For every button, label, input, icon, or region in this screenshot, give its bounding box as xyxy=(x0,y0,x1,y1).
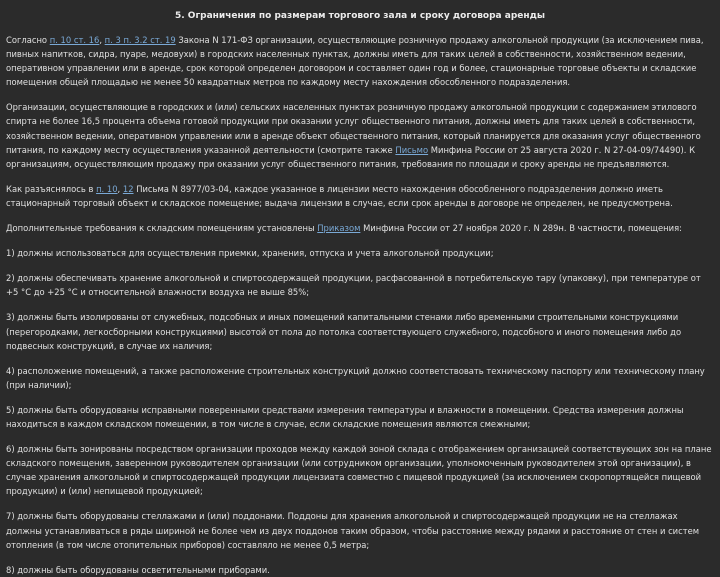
list-item: 3) должны быть изолированы от служебных, подсобных и иных помещений капитальными стенами либо временными строительными конструкциями (перегородками, легкосборными конструкциями) высотой от пола до потолка соответствующего служебного, подсобного и иного помещения либо до подвесных конструкций, в случае их наличия; xyxy=(6,312,682,351)
list-item: 5) должны быть оборудованы исправными поверенными средствами измерения температуры и влажности в помещении. Средства измерения должны находиться в каждом складском помещении, в том числе в случае, если складские помещения являются смежными; xyxy=(6,404,684,429)
link-item-10[interactable]: п. 10 xyxy=(96,183,118,194)
link-law-art19[interactable]: п. 3 п. 3.2 ст. 19 xyxy=(104,35,176,45)
list-item: 7) должны быть оборудованы стеллажами и (или) поддонами. Поддоны для хранения алкогольной и спиртосодержащей продукции не на стеллажах должны устанавливаться в ряды шириной не более чем из двух поддонов таким образом, чтобы расстояние между рядами и расстояние от стен и систем отопления (в том числе отопительных приборов) составляло не менее 0,5 метра; xyxy=(6,511,700,550)
paragraph-4: Дополнительные требования к складским помещениям установлены Приказом Минфина России от 27 ноября 2020 г. N 289н. В частности, помещения: xyxy=(6,223,682,234)
list-item: 1) должны использоваться для осуществления приемки, хранения, отпуска и учета алкогольной продукции; xyxy=(6,248,494,259)
paragraph-2: Организации, осуществляющие в городских и (или) сельских населенных пунктах розничную продажу алкогольной продукции с содержанием этилового спирта не более 16,5 процента объема готовой продукции при оказании услуг общественного питания, должны иметь для таких целей в собственности, хозяйственном ведении, оперативном управлении или в аренде объект общественного питания, который планируется для оказания услуг общественного питания, по каждому месту осуществления указанной деятельности (смотрите также Письмо Минфина России от 25 августа 2020 г. N 27-04-09/74490). К организациям, осуществляющим продажу при оказании услуг общественного питания, требования по площади и сроку аренды не предъявляются. xyxy=(6,102,701,169)
list-item: 6) должны быть зонированы посредством организации проходов между каждой зоной склада с отображением организацией соответствующих зон на плане складского помещения, заверенном руководителем организации (или сотрудником организации, уполномоченным руководителем этой организации), в случае хранения алкогольной и спиртосодержащей продукции лицензиата совместно с пищевой продукцией (за исключением скоропортящейся пищевой продукции) и (или) непищевой продукцией; xyxy=(6,444,712,497)
list-item: 2) должны обеспечивать хранение алкогольной и спиртосодержащей продукции, расфасованной в потребительскую тару (упаковку), при температуре от +5 °C до +25 °C и относительной влажности воздуха не выше 85%; xyxy=(6,273,701,298)
section-title: 5. Ограничения по размерам торгового зала и сроку договора аренды xyxy=(174,11,545,21)
list-item: 8) должны быть оборудованы осветительными приборами. xyxy=(6,564,270,575)
paragraph-3: Как разъяснялось в п. 10, 12 Письма N 8977/03-04, каждое указанное в лицензии место нахождения обособленного подразделения должно иметь стационарный торговый объект и складское помещение; выдача лицензии в случае, если срок аренды в договоре не определен, не предусмотрена. xyxy=(6,183,673,208)
link-order[interactable]: Приказом xyxy=(317,223,361,234)
list-item: 4) расположение помещений, а также расположение строительных конструкций должно соответствовать техническому паспорту или техническому плану (при наличии); xyxy=(6,365,705,390)
link-law-art16[interactable]: п. 10 ст. 16 xyxy=(49,35,100,45)
link-letter[interactable]: Письмо xyxy=(395,144,429,155)
paragraph-1: Согласно п. 10 ст. 16, п. 3 п. 3.2 ст. 19 Закона N 171-ФЗ организации, осуществляющие розничную продажу алкогольной продукции (за исключением пива, пивных напитков, сидра, пуаре, медовухи) в городских населенных пунктах, должны иметь для таких целей в собственности, хозяйственном ведении, оперативном управлении или в аренде, срок которой определен договором и составляет один год и более, стационарные торговые объекты и складские помещения общей площадью не менее 50 квадратных метров по каждому месту нахождения обособленного подразделения. xyxy=(6,35,704,88)
link-item-12[interactable]: 12 xyxy=(122,183,134,194)
